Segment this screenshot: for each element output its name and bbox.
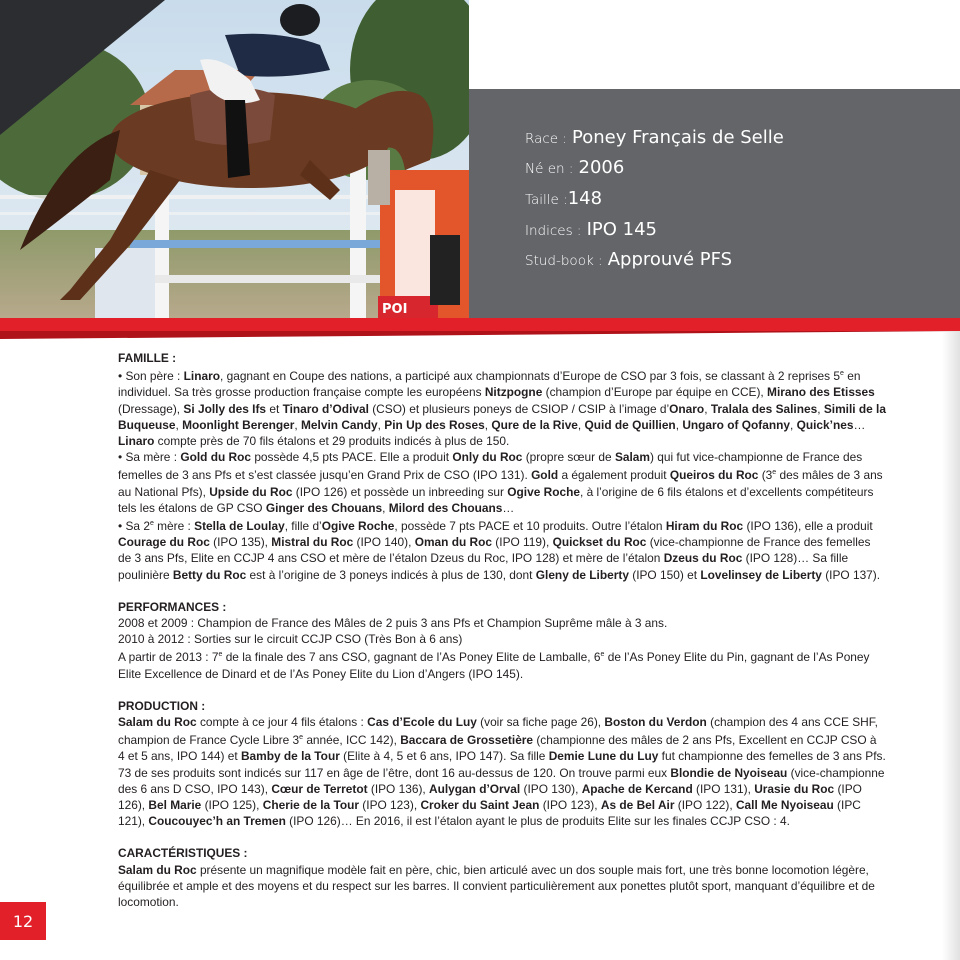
bold-name: Demie Lune du Luy [548, 749, 659, 764]
bold-name: Salam du Roc [118, 714, 197, 729]
bold-name: Ungaro of Qofanny [682, 417, 790, 432]
bold-name: Queiros du Roc [669, 468, 759, 483]
bold-name: Ogive Roche [321, 518, 395, 533]
bold-name: Quick’nes [796, 417, 854, 432]
bold-name: Aulygan d’Orval [429, 781, 521, 796]
height-value: 148 [567, 188, 603, 209]
studbook-label: Stud-book : [525, 253, 603, 269]
paragraph: • Sa 2e mère : Stella de Loulay, fille d’Ogive Roche, possède 7 pts PACE et 10 produits. Outre l’étalon Hiram du Roc (IPO 136), elle a produit Courage du Roc (IPO 135), Mistral du Roc (IPO 140), Oman du Roc (IPO 119), Quickset du Roc (vice-championne de France des femelles de 3 ans Pfs, Elite en CCJP 4 ans CSO et mère de l’étalon Dzeus du Roc, IPO 128) et mère de l’étalon Dzeus du Roc (IPO 128)… Sa fille poulinière Betty du Roc est à l’origine de 3 poneys indicés à plus de 130, dont Gleny de Liberty (IPO 150) et Lovelinsey de Liberty (IPO 137). [118, 518, 881, 582]
bold-name: Hiram du Roc [665, 518, 744, 533]
bold-name: Coucouyec’h an Tremen [148, 814, 286, 829]
bold-name: Mistral du Roc [271, 535, 354, 550]
bold-name: Salam [614, 450, 650, 465]
bold-name: Cherie de la Tour [262, 797, 359, 812]
bold-name: Stella de Loulay [194, 518, 285, 533]
paragraph: Salam du Roc compte à ce jour 4 fils étalons : Cas d’Ecole du Luy (voir sa fiche page 26), Boston du Verdon (champion des 4 ans CCE SHF, champion de France Cycle Libre 3e année, ICC 142), Baccara de Grossetière (championne des mâles de 2 ans Pfs, Excellent en CCJP CSO à 4 et 5 ans, IPO 144) et Bamby de la Tour (Elite à 4, 5 et 6 ans, IPO 147). Sa fille Demie Lune du Luy fut championne des femelles de 3 ans Pfs. [118, 714, 886, 764]
index-row [525, 219, 657, 240]
bold-name: Cas d’Ecole du Luy [367, 714, 477, 729]
ordinal-suffix: e [299, 734, 304, 742]
bold-name: Moonlight Berenger [182, 417, 295, 432]
bold-name: Upside du Roc [209, 484, 293, 499]
jump-rail [130, 240, 380, 248]
bold-name: Blondie de Nyoiseau [670, 765, 788, 780]
section-heading: PERFORMANCES : [118, 599, 227, 614]
ordinal-suffix: e [218, 651, 223, 659]
bold-name: Gleny de Liberty [535, 567, 629, 582]
section-paragraphs [118, 714, 886, 829]
bold-name: Urasie du Roc [754, 781, 835, 796]
paragraph: 73 de ses produits sont indicés sur 117 en âge de l’être, dont 16 au-dessus de 120. On trouve parmi eux Blondie de Nyoiseau (vice-championne des 6 ans D CSO, IPO 143), Cœur de Terretot (IPO 136), Aulygan d’Orval (IPO 130), Apache de Kercand (IPO 131), Urasie du Roc (IPO 126), Bel Marie (IPO 125), Cherie de la Tour (IPO 123), Croker du Saint Jean (IPO 123), As de Bel Air (IPO 122), Call Me Nyoiseau (IPC 121), Coucouyec’h an Tremen (IPO 126)… En 2016, il est l’étalon ayant le plus de produits Elite sur les finales CCJP CSO : 4. [118, 765, 885, 829]
section-paragraphs [118, 366, 886, 583]
section-paragraphs [118, 862, 886, 911]
section-heading: CARACTÉRISTIQUES : [118, 846, 248, 861]
ordinal-suffix: e [840, 370, 844, 378]
bold-name: Quid de Quillien [584, 417, 676, 432]
bold-name: As de Bel Air [600, 797, 675, 812]
studbook-row [525, 249, 732, 270]
body-text [118, 350, 886, 910]
paragraph: • Sa mère : Gold du Roc possède 4,5 pts PACE. Elle a produit Only du Roc (propre sœur de Salam) qui fut vice-championne de France des femelles de 3 ans Pfs et s’est classée jusqu’en Grand Prix de CSO (IPO 131). Gold a également produit Queiros du Roc (3e des mâles de 3 ans au National Pfs), Upside du Roc (IPO 126) et possède un inbreeding sur Ogive Roche, à l’origine de 6 fils étalons et d’excellents compétiteurs tels les étalons de GP CSO Ginger des Chouans, Milord des Chouans… [118, 450, 883, 515]
bold-name: Onaro [669, 401, 705, 416]
sponsor-sign-text: POI [382, 302, 408, 317]
bold-name: Linaro [118, 433, 155, 448]
race-label: Race : [525, 131, 567, 147]
bold-name: Only du Roc [452, 450, 523, 465]
section-heading: PRODUCTION : [118, 698, 206, 713]
bold-name: Cœur de Terretot [271, 781, 368, 796]
bold-name: Baccara de Grossetière [400, 733, 534, 748]
bold-name: Courage du Roc [118, 535, 210, 550]
paragraph: Salam du Roc présente un magnifique modèle fait en père, chic, bien articulé avec un dos souple mais fort, une très bonne locomotion légère, équilibrée et ample et des moyens et du respect sur les barres. Il convient particulièrement aux ponettes plutôt sport, manquant d’équilibre et de locomotion. [118, 862, 875, 909]
bold-name: Oman du Roc [414, 535, 492, 550]
ordinal-suffix: e [600, 651, 605, 659]
bold-name: Ginger des Chouans [265, 500, 383, 515]
paragraph: A partir de 2013 : 7e de la finale des 7 ans CSO, gagnant de l’As Poney Elite de Lamballe, 6e de l’As Poney Elite du Pin, gagnant de l’As Poney Elite Excellence de Dinard et de l’As Poney Elite du Lion d’Angers (IPO 145). [118, 650, 870, 681]
bold-name: Pin Up des Roses [384, 417, 485, 432]
section-caracteristiques [118, 845, 886, 910]
bold-name: Salam du Roc [118, 862, 197, 877]
red-fold-shadow [0, 331, 960, 339]
bold-name: Mirano des Etisses [767, 385, 875, 400]
race-value: Poney Français de Selle [572, 127, 784, 148]
bold-name: Tinaro d’Odival [282, 401, 369, 416]
paragraph: • Son père : Linaro, gagnant en Coupe des nations, a participé aux championnats d’Europe de CSO par 3 fois, se classant à 2 reprises 5e en individuel. Sa très grosse production française compte les européens Nitzpogne (champion d’Europe par équipe en CCE), Mirano des Etisses (Dressage), Si Jolly des Ifs et Tinaro d’Odival (CSO) et plusieurs poneys de CSIOP / CSIP à l’image d’Onaro, Tralala des Salines, Simili de la Buqueuse, Moonlight Berenger, Melvin Candy, Pin Up des Roses, Qure de la Rive, Quid de Quillien, Ungaro of Qofanny, Quick’nes… Linaro compte près de 70 fils étalons et 29 produits indicés à plus de 150. [118, 369, 886, 448]
bold-name: Call Me Nyoiseau [735, 797, 834, 812]
jump-standard-right [350, 150, 366, 318]
height-row [525, 188, 602, 209]
bold-name: Bamby de la Tour [240, 749, 340, 764]
bold-name: Bel Marie [148, 797, 202, 812]
bold-name: Melvin Candy [301, 417, 378, 432]
paragraph: 2010 à 2012 : Sorties sur le circuit CCJP CSO (Très Bon à 6 ans) [118, 632, 463, 647]
bold-name: Linaro [183, 369, 220, 384]
bold-name: Betty du Roc [172, 567, 247, 582]
bold-name: Croker du Saint Jean [420, 797, 540, 812]
index-label: Indices : [525, 223, 582, 239]
born-label: Né en : [525, 161, 574, 177]
page-edge-shade [942, 331, 960, 960]
bold-name: Boston du Verdon [604, 714, 707, 729]
bold-name: Simili de la Buqueuse [118, 401, 886, 432]
born-row [525, 157, 624, 178]
bold-name: Quickset du Roc [552, 535, 647, 550]
studbook-value: Approuvé PFS [607, 249, 733, 270]
ordinal-suffix: e [149, 519, 154, 527]
bold-name: Ogive Roche [507, 484, 580, 499]
bold-name: Si Jolly des Ifs [183, 401, 267, 416]
info-panel [469, 89, 960, 318]
bold-name: Dzeus du Roc [663, 551, 743, 566]
index-value: IPO 145 [586, 219, 657, 240]
page-number: 12 [0, 902, 46, 940]
race-row [525, 127, 784, 148]
paragraph: 2008 et 2009 : Champion de France des Mâles de 2 puis 3 ans Pfs et Champion Suprême mâle à 3 ans. [118, 615, 668, 630]
section-production [118, 698, 886, 830]
corner-triangle [0, 0, 165, 135]
height-label: Taille : [525, 192, 568, 208]
bold-name: Lovelinsey de Liberty [700, 567, 822, 582]
bold-name: Gold du Roc [180, 450, 252, 465]
ordinal-suffix: e [772, 469, 777, 477]
bold-name: Apache de Kercand [581, 781, 693, 796]
section-paragraphs [118, 615, 886, 682]
bold-name: Nitzpogne [484, 385, 543, 400]
bold-name: Milord des Chouans [388, 500, 503, 515]
born-value: 2006 [578, 157, 625, 178]
red-divider-band [0, 318, 960, 331]
section-heading: FAMILLE : [118, 351, 177, 365]
bold-name: Gold [531, 468, 559, 483]
section-performances [118, 599, 886, 682]
rider-helmet [280, 4, 320, 36]
bold-name: Tralala des Salines [710, 401, 818, 416]
bold-name: Qure de la Rive [491, 417, 578, 432]
section-famille [118, 350, 886, 583]
